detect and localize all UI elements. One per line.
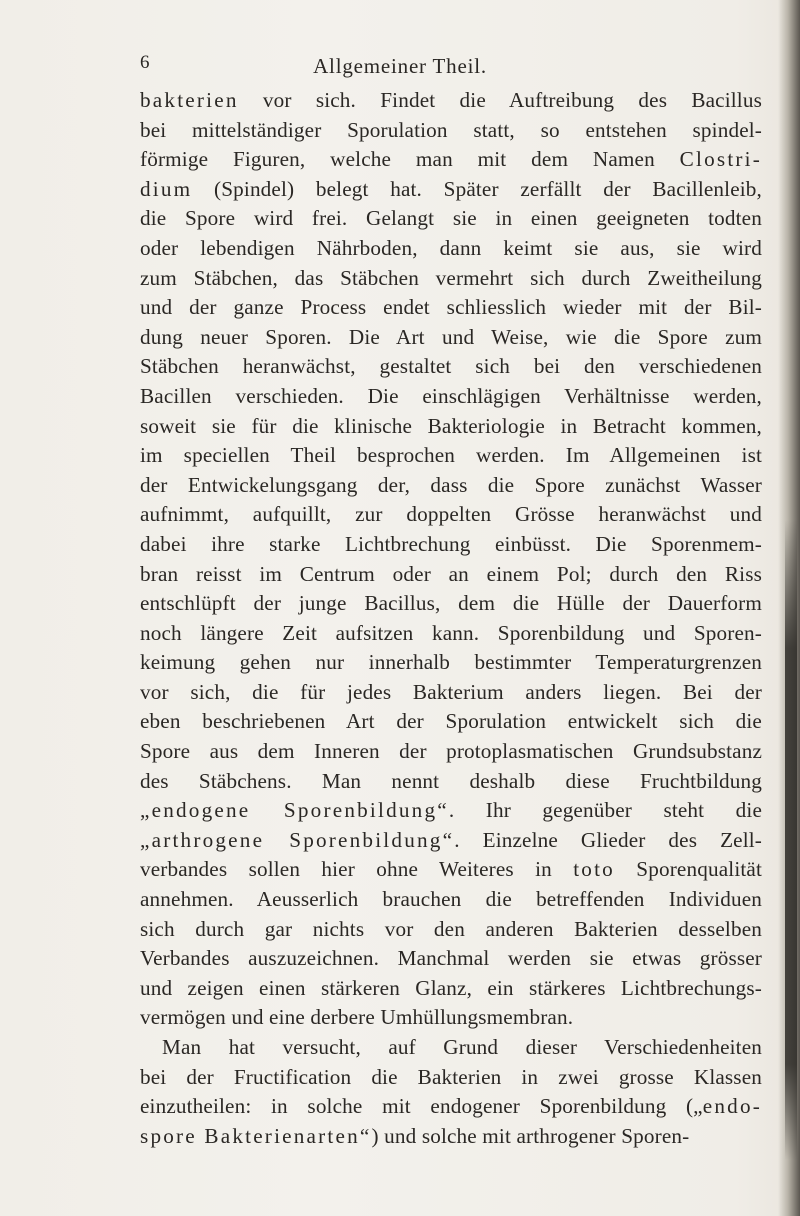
text-line: [140, 234, 762, 264]
text-run: Verbandes auszuzeichnen. Manchmal werden sie etwas grösser: [140, 946, 762, 971]
text-run: ) und solche mit arthrogener Sporen-: [371, 1123, 690, 1148]
spaced-emphasis-text: bakterien: [140, 88, 239, 112]
text-line: [140, 441, 762, 471]
text-run: einzutheilen: in solche mit endogener Sporenbildung („: [140, 1094, 703, 1119]
text-run: keimung gehen nur innerhalb bestimmter Temperaturgrenzen: [140, 650, 762, 675]
text-run: . Ihr gegenüber steht die: [448, 798, 763, 823]
text-line: [140, 737, 762, 767]
text-line: [140, 145, 762, 175]
text-run: . Einzelne Glieder des Zell-: [454, 827, 763, 852]
text-line: [140, 915, 762, 945]
text-run: sich durch gar nichts vor den anderen Bakterien desselben: [140, 916, 762, 941]
text-run: im speciellen Theil besprochen werden. Im Allgemeinen ist: [140, 443, 762, 468]
text-run: vor sich, die für jedes Bakterium anders liegen. Bei der: [140, 679, 762, 704]
text-line: [140, 1033, 762, 1063]
text-run: Spore aus dem Inneren der protoplasmatischen Grundsubstanz: [140, 739, 762, 764]
text-line: [140, 855, 762, 885]
text-line: [140, 1003, 762, 1033]
text-run: vermögen und eine derbere Umhüllungsmembran.: [140, 1005, 574, 1030]
spaced-emphasis-text: „endogene Sporenbildung“: [140, 798, 449, 823]
text-line: [140, 412, 762, 442]
text-run: annehmen. Aeusserlich brauchen die betreffenden Individuen: [140, 887, 762, 912]
text-line: [140, 530, 762, 560]
text-run: entschlüpft der junge Bacillus, dem die Hülle der Dauerform: [140, 591, 762, 616]
spaced-emphasis-text: spore Bakterienarten“: [140, 1123, 372, 1148]
text-run: die Spore wird frei. Gelangt sie in einen geeigneten todten: [140, 206, 762, 231]
running-head: Allgemeiner Theil.: [313, 54, 487, 78]
text-line: [140, 116, 762, 146]
text-line: [140, 826, 762, 856]
text-run: dabei ihre starke Lichtbrechung einbüsst. Die Sporenmem-: [140, 531, 762, 556]
text-run: des Stäbchens. Man nennt deshalb diese Fruchtbildung: [140, 768, 762, 793]
text-line: [140, 264, 762, 294]
spaced-emphasis-text: dium: [140, 176, 193, 201]
text-line: [140, 619, 762, 649]
text-line: [140, 323, 762, 353]
text-run: und der ganze Process endet schliesslich wieder mit der Bil-: [140, 295, 762, 320]
text-line: [140, 1063, 762, 1093]
text-run: Man hat versucht, auf Grund dieser Verschiedenheiten: [162, 1035, 762, 1059]
text-line: [140, 648, 762, 678]
text-run: bei der Fructification die Bakterien in zwei grosse Klassen: [140, 1064, 762, 1089]
text-line: [140, 707, 762, 737]
text-line: [140, 944, 762, 974]
spaced-emphasis-text: „arthrogene Sporenbildung“: [140, 827, 455, 852]
spaced-emphasis-text: Clostri-: [679, 147, 762, 172]
text-run: oder lebendigen Nährboden, dann keimt sie aus, sie wird: [140, 235, 762, 260]
text-line: [140, 500, 762, 530]
text-line: [140, 974, 762, 1004]
text-run: vor sich. Findet die Auftreibung des Bacillus: [238, 88, 762, 112]
text-line: [140, 885, 762, 915]
text-run: soweit sie für die klinische Bakteriologie in Betracht kommen,: [140, 413, 762, 438]
text-run: dung neuer Sporen. Die Art und Weise, wie die Spore zum: [140, 324, 762, 349]
text-run: der Entwickelungsgang der, dass die Spore zunächst Wasser: [140, 472, 762, 497]
text-line: [140, 796, 762, 826]
text-run: bran reisst im Centrum oder an einem Pol; durch den Riss: [140, 561, 762, 586]
text-run: noch längere Zeit aufsitzen kann. Sporenbildung und Sporen-: [140, 620, 762, 645]
text-line: [140, 1092, 762, 1122]
text-line: [140, 560, 762, 590]
text-run: und zeigen einen stärkeren Glanz, ein stärkeres Lichtbrechungs-: [140, 975, 762, 1000]
text-run: Stäbchen heranwächst, gestaltet sich bei den verschiedenen: [140, 354, 762, 379]
text-line: [140, 86, 762, 116]
body-text: [140, 86, 762, 1151]
page-edge-shadow: [778, 0, 800, 1216]
text-run: förmige Figuren, welche man mit dem Namen: [140, 147, 680, 172]
text-line: [140, 1122, 762, 1152]
text-line: [140, 678, 762, 708]
text-run: zum Stäbchen, das Stäbchen vermehrt sich durch Zweitheilung: [140, 265, 762, 290]
text-run: (Spindel) belegt hat. Später zerfällt der Bacillenleib,: [192, 176, 762, 201]
text-run: Sporenqualität: [614, 857, 762, 882]
text-line: [140, 767, 762, 797]
text-run: aufnimmt, aufquillt, zur doppelten Grösse heranwächst und: [140, 502, 762, 527]
spaced-emphasis-text: endo-: [702, 1094, 762, 1119]
spaced-emphasis-text: toto: [573, 857, 615, 882]
text-line: [140, 589, 762, 619]
text-run: verbandes sollen hier ohne Weiteres in: [140, 857, 574, 882]
text-line: [140, 175, 762, 205]
text-run: Bacillen verschieden. Die einschlägigen Verhältnisse werden,: [140, 383, 762, 408]
text-line: [140, 293, 762, 323]
text-line: [140, 352, 762, 382]
text-line: [140, 471, 762, 501]
page-header: [0, 52, 800, 80]
text-line: [140, 204, 762, 234]
page-number: 6: [140, 52, 150, 73]
text-run: eben beschriebenen Art der Sporulation entwickelt sich die: [140, 709, 762, 734]
text-run: bei mittelständiger Sporulation statt, so entstehen spindel-: [140, 117, 762, 142]
text-line: [140, 382, 762, 412]
